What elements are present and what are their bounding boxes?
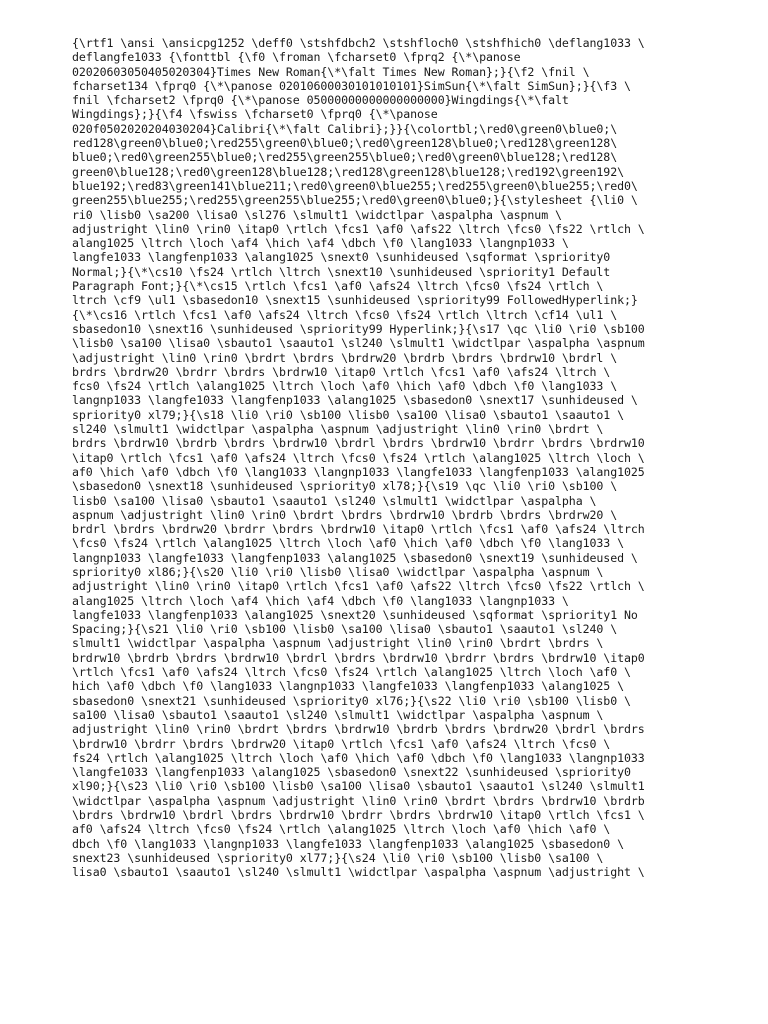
text-line: \brdrs \brdrw10 \brdrl \brdrs \brdrw10 \brdrr \brdrs \brdrw10 \itap0 \rtlch \fcs1 \	[72, 808, 645, 823]
text-line: deflangfe1033 {\fonttbl {\f0 \froman \fcharset0 \fprq2 {\*\panose	[72, 50, 521, 65]
text-line: spriority0 xl79;}{\s18 \li0 \ri0 \sb100 \lisb0 \sa100 \lisa0 \sbauto1 \saauto1 \	[72, 407, 625, 422]
text-line: sbasedon10 \snext16 \sunhideused \spriority99 Hyperlink;}{\s17 \qc \li0 \ri0 \sb100	[72, 321, 645, 336]
text-line: 02020603050405020304}Times New Roman{\*\falt Times New Roman};}{\f2 \fnil \	[72, 64, 590, 79]
text-line: brdrl \brdrs \brdrw20 \brdrr \brdrs \brdrw10 \itap0 \rtlch \fcs1 \af0 \afs24 \ltrch	[72, 522, 645, 537]
text-line: ltrch \cf9 \ul1 \sbasedon10 \snext15 \sunhideused \spriority99 FollowedHyperlink;}	[72, 293, 638, 308]
text-line: \fcs0 \fs24 \rtlch \alang1025 \ltrch \loch \af0 \hich \af0 \dbch \f0 \lang1033 \	[72, 536, 625, 551]
text-line: brdrs \brdrw10 \brdrb \brdrs \brdrw10 \brdrl \brdrs \brdrw10 \brdrr \brdrs \brdrw10	[72, 436, 645, 451]
text-line: red128\green0\blue0;\red255\green0\blue0;\red0\green128\blue0;\red128\green128\	[72, 136, 618, 151]
text-line: \sbasedon0 \snext18 \sunhideused \spriority0 xl78;}{\s19 \qc \li0 \ri0 \sb100 \	[72, 479, 618, 494]
text-line: sl240 \slmult1 \widctlpar \aspalpha \aspnum \adjustright \lin0 \rin0 \brdrt \	[72, 422, 604, 437]
text-line: brdrw10 \brdrb \brdrs \brdrw10 \brdrl \brdrs \brdrw10 \brdrr \brdrs \brdrw10 \itap0	[72, 650, 645, 665]
text-line: blue0;\red0\green255\blue0;\red255\green255\blue0;\red0\green0\blue128;\red128\	[72, 150, 618, 165]
text-line: fcs0 \fs24 \rtlch \alang1025 \ltrch \loch \af0 \hich \af0 \dbch \f0 \lang1033 \	[72, 379, 618, 394]
text-line: \itap0 \rtlch \fcs1 \af0 \afs24 \ltrch \fcs0 \fs24 \rtlch \alang1025 \ltrch \loch \	[72, 450, 645, 465]
text-line: sbasedon0 \snext21 \sunhideused \spriority0 xl76;}{\s22 \li0 \ri0 \sb100 \lisb0 \	[72, 693, 631, 708]
text-line: fnil \fcharset2 \fprq0 {\*\panose 05000000000000000000}Wingdings{\*\falt	[72, 93, 569, 108]
text-line: xl90;}{\s23 \li0 \ri0 \sb100 \lisb0 \sa100 \lisa0 \sbauto1 \saauto1 \sl240 \slmult1	[72, 779, 645, 794]
text-line: alang1025 \ltrch \loch \af4 \hich \af4 \dbch \f0 \lang1033 \langnp1033 \	[72, 593, 569, 608]
text-line: adjustright \lin0 \rin0 \itap0 \rtlch \fcs1 \af0 \afs22 \ltrch \fcs0 \fs22 \rtlch \	[72, 221, 645, 236]
text-line: dbch \f0 \lang1033 \langnp1033 \langfe1033 \langfenp1033 \alang1025 \sbasedon0 \	[72, 836, 625, 851]
rtf-source-text	[72, 36, 696, 880]
text-line: \langfe1033 \langfenp1033 \alang1025 \sbasedon0 \snext22 \sunhideused \spriority0	[72, 765, 631, 780]
text-line: aspnum \adjustright \lin0 \rin0 \brdrt \brdrs \brdrw10 \brdrb \brdrs \brdrw20 \	[72, 507, 618, 522]
text-line: fs24 \rtlch \alang1025 \ltrch \loch \af0 \hich \af0 \dbch \f0 \lang1033 \langnp1033	[72, 750, 645, 765]
text-line: green0\blue128;\red0\green128\blue128;\red128\green128\blue128;\red192\green192\	[72, 164, 625, 179]
text-line: spriority0 xl86;}{\s20 \li0 \ri0 \lisb0 \lisa0 \widctlpar \aspalpha \aspnum \	[72, 564, 604, 579]
text-line: sa100 \lisa0 \sbauto1 \saauto1 \sl240 \slmult1 \widctlpar \aspalpha \aspnum \	[72, 707, 604, 722]
text-line: Paragraph Font;}{\*\cs15 \rtlch \fcs1 \af0 \afs24 \ltrch \fcs0 \fs24 \rtlch \	[72, 279, 604, 294]
text-line: ri0 \lisb0 \sa200 \lisa0 \sl276 \slmult1 \widctlpar \aspalpha \aspnum \	[72, 207, 562, 222]
text-line: alang1025 \ltrch \loch \af4 \hich \af4 \dbch \f0 \lang1033 \langnp1033 \	[72, 236, 569, 251]
text-line: langnp1033 \langfe1033 \langfenp1033 \alang1025 \sbasedon0 \snext19 \sunhideused \	[72, 550, 638, 565]
text-line: lisb0 \sa100 \lisa0 \sbauto1 \saauto1 \sl240 \slmult1 \widctlpar \aspalpha \	[72, 493, 597, 508]
text-line: \rtlch \fcs1 \af0 \afs24 \ltrch \fcs0 \fs24 \rtlch \alang1025 \ltrch \loch \af0 \	[72, 665, 631, 680]
text-line: 020f0502020204030204}Calibri{\*\falt Calibri};}}{\colortbl;\red0\green0\blue0;\	[72, 121, 618, 136]
text-line: adjustright \lin0 \rin0 \brdrt \brdrs \brdrw10 \brdrb \brdrs \brdrw20 \brdrl \brdrs	[72, 722, 645, 737]
text-line: {\rtf1 \ansi \ansicpg1252 \deff0 \stshfdbch2 \stshfloch0 \stshfhich0 \deflang1033 \	[72, 36, 645, 50]
text-line: green255\blue255;\red255\green255\blue255;\red0\green0\blue0;}{\stylesheet {\li0 \	[72, 193, 638, 208]
text-line: langfe1033 \langfenp1033 \alang1025 \snext20 \sunhideused \sqformat \spriority1 No	[72, 607, 638, 622]
text-line: blue192;\red83\green141\blue211;\red0\green0\blue255;\red255\green0\blue255;\red0\	[72, 178, 638, 193]
text-line: slmult1 \widctlpar \aspalpha \aspnum \adjustright \lin0 \rin0 \brdrt \brdrs \	[72, 636, 604, 651]
text-line: lisa0 \sbauto1 \saauto1 \sl240 \slmult1 \widctlpar \aspalpha \aspnum \adjustright \	[72, 865, 645, 880]
text-line: adjustright \lin0 \rin0 \itap0 \rtlch \fcs1 \af0 \afs22 \ltrch \fcs0 \fs22 \rtlch \	[72, 579, 645, 594]
text-line: hich \af0 \dbch \f0 \lang1033 \langnp1033 \langfe1033 \langfenp1033 \alang1025 \	[72, 679, 625, 694]
text-line: langnp1033 \langfe1033 \langfenp1033 \alang1025 \sbasedon0 \snext17 \sunhideused \	[72, 393, 638, 408]
text-line: \lisb0 \sa100 \lisa0 \sbauto1 \saauto1 \sl240 \slmult1 \widctlpar \aspalpha \aspnum	[72, 336, 645, 351]
text-line: \widctlpar \aspalpha \aspnum \adjustright \lin0 \rin0 \brdrt \brdrs \brdrw10 \brdrb	[72, 793, 645, 808]
text-line: langfe1033 \langfenp1033 \alang1025 \snext0 \sunhideused \sqformat \spriority0	[72, 250, 611, 265]
text-line: Normal;}{\*\cs10 \fs24 \rtlch \ltrch \snext10 \sunhideused \spriority1 Default	[72, 264, 611, 279]
text-line: \adjustright \lin0 \rin0 \brdrt \brdrs \brdrw20 \brdrb \brdrs \brdrw10 \brdrl \	[72, 350, 618, 365]
text-line: {\*\cs16 \rtlch \fcs1 \af0 \afs24 \ltrch \fcs0 \fs24 \rtlch \ltrch \cf14 \ul1 \	[72, 307, 618, 322]
text-line: fcharset134 \fprq0 {\*\panose 02010600030101010101}SimSun{\*\falt SimSun};}{\f3 \	[72, 78, 631, 93]
text-line: af0 \afs24 \ltrch \fcs0 \fs24 \rtlch \alang1025 \ltrch \loch \af0 \hich \af0 \	[72, 822, 611, 837]
text-line: Spacing;}{\s21 \li0 \ri0 \sb100 \lisb0 \sa100 \lisa0 \sbauto1 \saauto1 \sl240 \	[72, 622, 618, 637]
text-line: snext23 \sunhideused \spriority0 xl77;}{\s24 \li0 \ri0 \sb100 \lisb0 \sa100 \	[72, 850, 604, 865]
text-line: af0 \hich \af0 \dbch \f0 \lang1033 \langnp1033 \langfe1033 \langfenp1033 \alang1025	[72, 464, 645, 479]
text-line: brdrs \brdrw20 \brdrr \brdrs \brdrw10 \itap0 \rtlch \fcs1 \af0 \afs24 \ltrch \	[72, 364, 611, 379]
text-line: Wingdings};}{\f4 \fswiss \fcharset0 \fprq0 {\*\panose	[72, 107, 438, 122]
text-line: \brdrw10 \brdrr \brdrs \brdrw20 \itap0 \rtlch \fcs1 \af0 \afs24 \ltrch \fcs0 \	[72, 736, 611, 751]
